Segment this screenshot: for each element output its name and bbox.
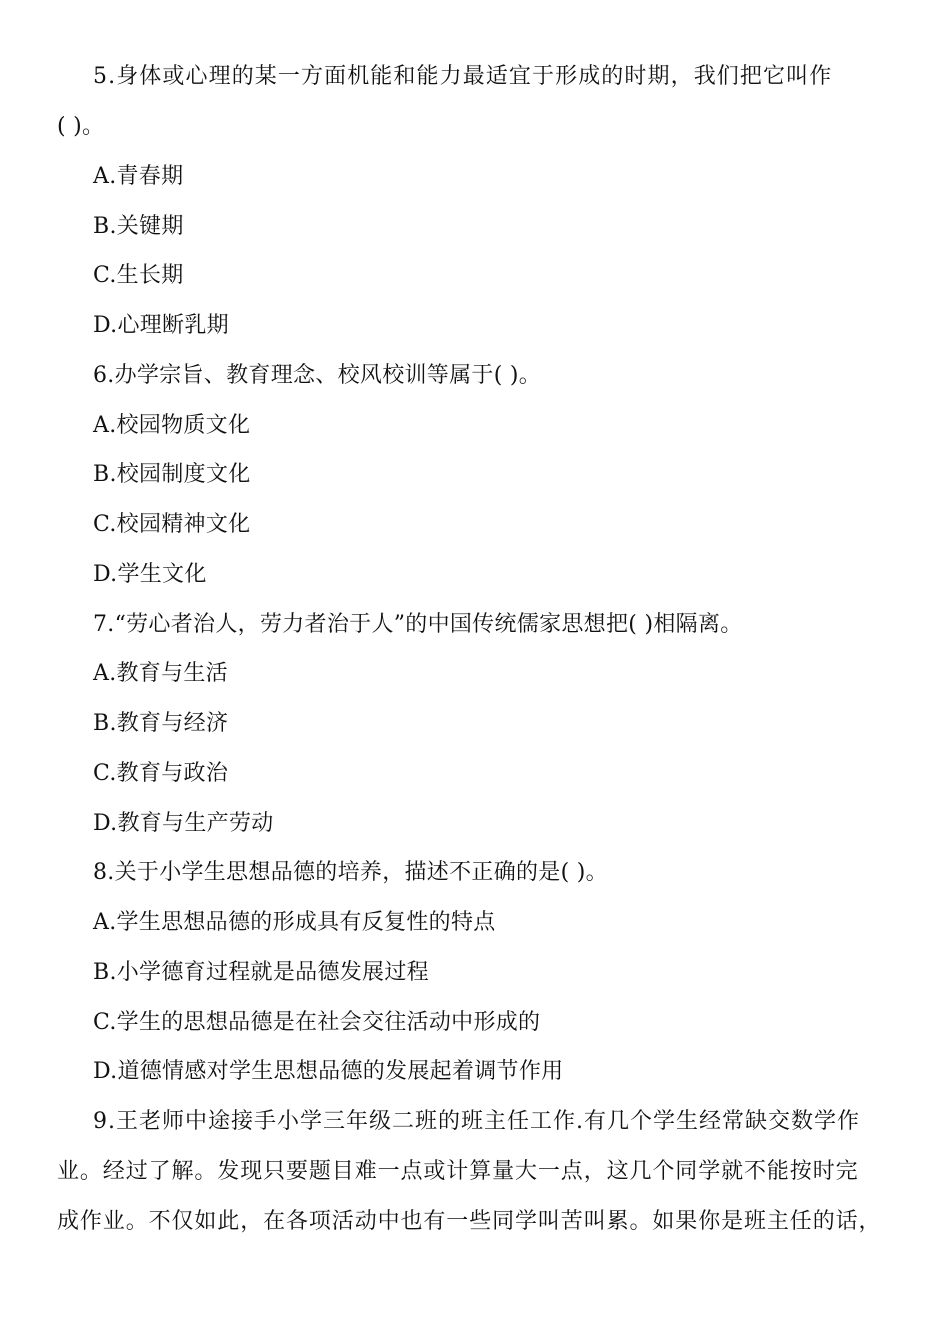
question-7-option-b: B.教育与经济 xyxy=(93,711,229,736)
question-6-stem: 6.办学宗旨、教育理念、校风校训等属于( )。 xyxy=(93,363,542,388)
question-9-stem-continued-1: 业。经过了解。发现只要题目难一点或计算量大一点，这几个同学就不能按时完 xyxy=(57,1159,859,1184)
question-8-option-a: A.学生思想品德的形成具有反复性的特点 xyxy=(93,910,496,935)
question-7-option-c: C.教育与政治 xyxy=(93,761,229,786)
question-5-option-d: D.心理断乳期 xyxy=(93,313,229,338)
question-7-stem: 7.“劳心者治人，劳力者治于人”的中国传统儒家思想把( )相隔离。 xyxy=(93,612,743,637)
question-9-stem: 9.王老师中途接手小学三年级二班的班主任工作.有几个学生经常缺交数学作 xyxy=(93,1109,860,1134)
question-5-option-b: B.关键期 xyxy=(93,214,184,239)
question-8-stem: 8.关于小学生思想品德的培养，描述不正确的是( )。 xyxy=(93,860,608,885)
question-8-option-b: B.小学德育过程就是品德发展过程 xyxy=(93,960,429,985)
question-6-option-a: A.校园物质文化 xyxy=(93,413,251,438)
question-5-stem: 5.身体或心理的某一方面机能和能力最适宜于形成的时期，我们把它叫作 xyxy=(93,64,833,89)
question-8-option-d: D.道德情感对学生思想品德的发展起着调节作用 xyxy=(93,1059,564,1084)
question-6-option-b: B.校园制度文化 xyxy=(93,462,251,487)
question-7-option-d: D.教育与生产劳动 xyxy=(93,811,274,836)
question-7-option-a: A.教育与生活 xyxy=(93,661,228,686)
question-5-stem-continued: ( )。 xyxy=(57,114,105,139)
question-9-stem-continued-2: 成作业。不仅如此，在各项活动中也有一些同学叫苦叫累。如果你是班主任的话， xyxy=(57,1209,882,1234)
question-5-option-c: C.生长期 xyxy=(93,263,184,288)
question-6-option-d: D.学生文化 xyxy=(93,562,207,587)
question-5-option-a: A.青春期 xyxy=(93,164,184,189)
question-8-option-c: C.学生的思想品德是在社会交往活动中形成的 xyxy=(93,1010,541,1035)
question-6-option-c: C.校园精神文化 xyxy=(93,512,251,537)
